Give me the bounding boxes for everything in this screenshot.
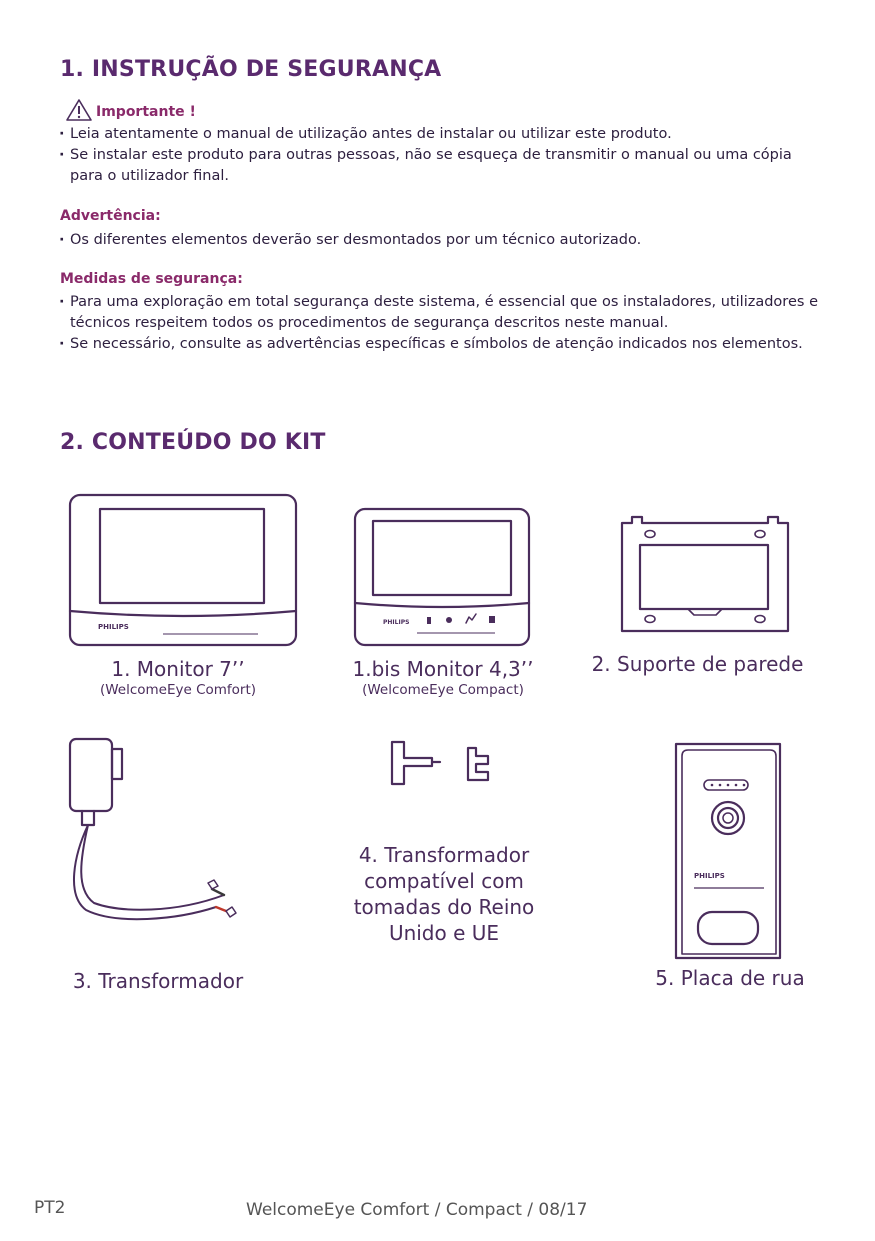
- kit-item-label: 1. Monitor 7’’: [111, 657, 245, 681]
- list-item: · Se instalar este produto para outras pessoas, não se esqueça de transmitir o manual ou uma cópia para o utilizador final.: [58, 145, 818, 187]
- kit-item-label: 5. Placa de rua: [655, 966, 805, 990]
- list-item: · Para uma exploração em total segurança deste sistema, é essencial que os instaladores, utilizadores e técnicos respeitem todos os procedimentos de segurança descritos neste manual.: [58, 292, 818, 334]
- list-item: · Leia atentamente o manual de utilização antes de instalar ou utilizar este produto.: [58, 124, 818, 145]
- kit-item-sublabel: (WelcomeEye Comfort): [99, 682, 257, 698]
- kit-item-label: 1.bis Monitor 4,3’’: [352, 657, 534, 681]
- brand-logo: PHILIPS: [383, 619, 410, 626]
- section-2-title: 2. CONTEÚDO DO KIT: [60, 430, 326, 455]
- important-label: Importante !: [96, 104, 196, 120]
- transformer-illustration: [66, 735, 266, 935]
- safety-label: Medidas de segurança:: [60, 271, 243, 287]
- button-icon: [446, 617, 452, 623]
- kit-item-label: 3. Transformador: [72, 969, 244, 993]
- kit-item-label: 4. Transformador compatível com tomadas do Reino Unido e UE: [353, 843, 535, 945]
- kit-item-label: 2. Suporte de parede: [591, 652, 804, 676]
- list-item: · Se necessário, consulte as advertências específicas e símbolos de atenção indicados nos elementos.: [58, 334, 818, 355]
- monitor-4-3-illustration: [353, 507, 531, 647]
- kit-item-sublabel: (WelcomeEye Compact): [362, 682, 524, 698]
- warning-list: [58, 230, 818, 251]
- monitor-7-illustration: [68, 493, 298, 649]
- button-icon: [489, 616, 495, 623]
- document-footer: WelcomeEye Comfort / Compact / 08/17: [246, 1200, 588, 1220]
- button-icon: [427, 617, 431, 624]
- wall-bracket-illustration: [620, 513, 790, 633]
- list-item: · Os diferentes elementos deverão ser desmontados por um técnico autorizado.: [58, 230, 818, 251]
- safety-list: [58, 292, 818, 355]
- button-icon: [466, 614, 476, 623]
- plug-adapters-illustration: [388, 738, 498, 788]
- door-panel-illustration: [674, 742, 784, 962]
- important-list: [58, 124, 818, 187]
- warning-triangle-icon: [66, 99, 92, 121]
- warning-label: Advertência:: [60, 208, 161, 224]
- brand-logo: PHILIPS: [98, 623, 129, 631]
- page-number: PT2: [34, 1198, 66, 1218]
- section-1-title: 1. INSTRUÇÃO DE SEGURANÇA: [60, 57, 442, 82]
- brand-logo: PHILIPS: [694, 872, 725, 880]
